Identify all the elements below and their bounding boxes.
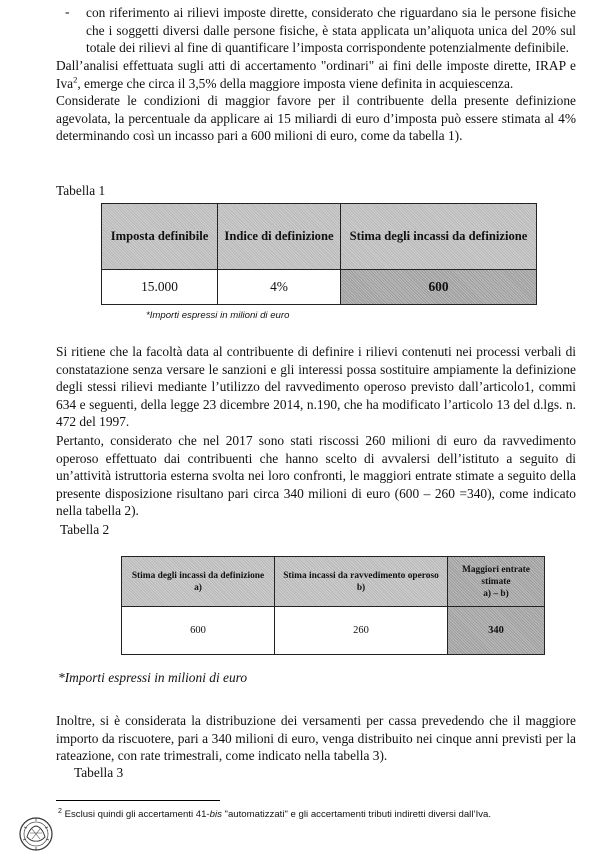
paragraph-facolta: Si ritiene che la facoltà data al contribuente di definire i rilievi contenuti nei processi verbali di constatazione senza versare le sanzioni e gli interessi possa sostituire ampiamente la definizione degli stessi rilievi mediante l’utilizzo del ravvedimento operoso previsto dall’articolo1, commi 634 e seguenti, della legge 23 dicembre 2014, n.190, che ha modificato l’articolo 13 del d.lgs. n. 472 del 1997. <box>56 344 576 429</box>
footnote: $^2$ Esclusi quindi gli accertamenti 41-bis "automatizzati" e gli accertamenti tributi indiretti diversi dall’Iva. <box>58 808 492 821</box>
table1 <box>101 203 537 305</box>
table2-header-row <box>122 557 545 607</box>
table2-data-row <box>122 607 545 655</box>
stamp-seal-icon <box>18 815 54 853</box>
table2-header-cell: Stima degli incassi da definizione a) <box>122 557 275 607</box>
list-bullet: - <box>65 4 70 19</box>
table3-label: Tabella 3 <box>74 765 124 780</box>
table2-cell-definizione: 600 <box>122 607 275 655</box>
footnote-separator <box>56 800 220 801</box>
table2-cell-maggiori: 340 <box>448 607 545 655</box>
table1-header-cell: Indice di definizione <box>218 204 341 270</box>
table2-note: *Importi espressi in milioni di euro <box>58 670 248 685</box>
footnote-ref: 2 <box>73 74 78 85</box>
paragraph-inoltre: Inoltre, si è considerata la distribuzione dei versamenti per cassa prevedendo che il maggiore importo da riscuotere, pari a 340 milioni di euro, venga distribuito nei cinque anni previsti per la rateazione, con rate trimestrali, come indicato nella tabella 3). <box>56 713 576 763</box>
table1-header-cell: Imposta definibile <box>102 204 218 270</box>
table2-header-cell: Stima incassi da ravvedimento operoso b) <box>275 557 448 607</box>
table1-note: *Importi espressi in milioni di euro <box>146 310 290 321</box>
table1-cell-indice: 4% <box>218 270 341 305</box>
paragraph-pertanto: Pertanto, considerato che nel 2017 sono stati riscossi 260 milioni di euro da ravvedimento operoso effettuato dai contribuenti che hanno scelto di avvalersi dell’istituto a seguito di un’attività istruttoria esterna svolta nei loro confronti, le maggiori entrate stimate a seguito della presente disposizione risultano pari circa 340 milioni di euro (600 – 260 =340), come indicato nella tabella 2). <box>56 433 576 518</box>
table1-cell-stima: 600 <box>341 270 537 305</box>
table2-header-cell: Maggiori entrate stimate a) – b) <box>448 557 545 607</box>
table1-label: Tabella 1 <box>56 183 106 198</box>
table2-label: Tabella 2 <box>60 522 110 537</box>
table2 <box>121 556 545 655</box>
table1-header-cell: Stima degli incassi da definizione <box>341 204 537 270</box>
table1-data-row <box>102 270 537 305</box>
paragraph-condizioni: Considerate le condizioni di maggior favore per il contribuente della presente definizione agevolata, la percentuale da applicare ai 15 miliardi di euro d’imposta può essere stimata al 4% determinando così un incasso pari a 600 milioni di euro, come da tabella 1). <box>56 93 576 143</box>
paragraph-analisi: Dall’analisi effettuata sugli atti di accertamento "ordinari" ai fini delle imposte dirette, IRAP e Iva$^2$, emerge che circa il 3,5% della maggiore imposta viene definita in acquiescenza. <box>56 58 576 91</box>
paragraph-aliquota: con riferimento ai rilievi imposte dirette, considerato che riguardano sia le persone fisiche che i soggetti diversi dalle persone fisiche, è stata applicata un’aliquota unica del 20% sul totale dei rilievi al fine di quantificare l’imposta corrispondente potenzialmente definibile. <box>86 5 576 55</box>
table1-cell-imposta: 15.000 <box>102 270 218 305</box>
table1-header-row <box>102 204 537 270</box>
table2-cell-ravvedimento: 260 <box>275 607 448 655</box>
